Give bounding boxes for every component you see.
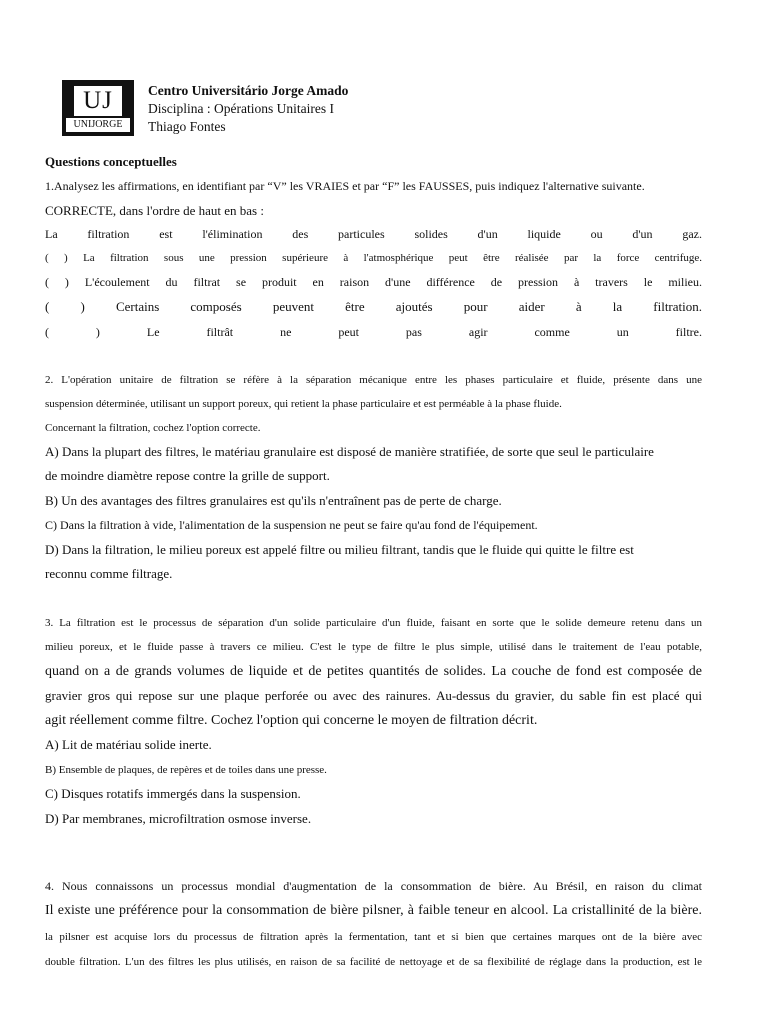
q4-line-1: 4. Nous connaissons un processus mondial d'augmentation de la consommation de bière. Au Brésil, en raison du climat xyxy=(45,879,702,893)
q2-option-d: D) Dans la filtration, le milieu poreux est appelé filtre ou milieu filtrant, tandis que le fluide qui quitte le filtre est xyxy=(45,541,634,557)
q1-statement-3: ( ) L'écoulement du filtrat se produit en raison d'une différence de pression à travers le milieu. xyxy=(45,274,702,289)
q2-option-a-cont: de moindre diamètre repose contre la grille de support. xyxy=(45,468,330,483)
q1-line-2: CORRECTE, dans l'ordre de haut en bas : xyxy=(45,202,264,218)
q3-line-2: milieu poreux, et le fluide passe à travers ce milieu. C'est le type de filtre le plus simple, utilisé dans le traitement de l'eau potable, xyxy=(45,641,702,653)
q4-line-4: double filtration. L'un des filtres les plus utilisés, en raison de sa facilité de nettoyage et de sa flexibilité de réglage dans la production, est le xyxy=(45,955,702,968)
q3-line-4: gravier gros qui repose sur une plaque perforée ou avec des rainures. Au-dessus du gravier, du sable fin est placé qui xyxy=(45,688,702,703)
document-body xyxy=(45,152,702,974)
q3-option-b: B) Ensemble de plaques, de repères et de toiles dans une presse. xyxy=(45,763,327,776)
q3-line-3: quand on a de grands volumes de liquide et de petites quantités de solides. La couche de fond est composée de xyxy=(45,663,702,679)
question-4 xyxy=(45,873,702,974)
q4-line-2: Il existe une préférence pour la consommation de bière pilsner, à faible teneur en alcool. La cristallinité de la bière. xyxy=(45,903,702,918)
q2-option-b: B) Un des avantages des filtres granulaires est qu'ils n'entraînent pas de perte de charge. xyxy=(45,492,502,508)
q3-line-5: agit réellement comme filtre. Cochez l'option qui concerne le moyen de filtration décrit. xyxy=(45,712,538,728)
institution-name: Centro Universitário Jorge Amado xyxy=(148,83,349,98)
q2-line-2: suspension déterminée, utilisant un support poreux, qui retient la phase particulaire et est perméable à la phase fluide. xyxy=(45,398,562,410)
logo-mark: UJ xyxy=(74,86,122,116)
q2-option-d-cont: reconnu comme filtrage. xyxy=(45,566,173,581)
discipline-name: Disciplina : Opérations Unitaires I xyxy=(148,101,334,116)
q3-option-a: A) Lit de matériau solide inerte. xyxy=(45,737,212,752)
question-1 xyxy=(45,174,702,344)
q3-option-c: C) Disques rotatifs immergés dans la suspension. xyxy=(45,786,301,801)
author-name: Thiago Fontes xyxy=(148,119,226,134)
q2-line-3: Concernant la filtration, cochez l'option correcte. xyxy=(45,421,261,434)
document-header xyxy=(148,82,348,136)
unijorge-logo xyxy=(62,80,134,136)
q1-statement-1: La filtration est l'élimination des particules solides d'un liquide ou d'un gaz. xyxy=(45,226,702,241)
q1-line-1: 1.Analysez les affirmations, en identifiant par “V” les VRAIES et par “F” les FAUSSES, puis indiquez l'alternative suivante. xyxy=(45,179,645,193)
q3-line-1: 3. La filtration est le processus de séparation d'un solide particulaire d'un fluide, faisant en sorte que le solide demeure retenu dans un xyxy=(45,616,702,629)
q4-line-3: la pilsner est acquise lors du processus de filtration après la fermentation, tant et si bien que certaines marques ont de la bière avec xyxy=(45,930,702,943)
logo-name: UNIJORGE xyxy=(66,118,130,132)
q3-option-d: D) Par membranes, microfiltration osmose inverse. xyxy=(45,810,312,826)
question-2 xyxy=(45,368,702,587)
q1-statement-2: ( ) La filtration sous une pression supérieure à l'atmosphérique peut être réalisée par la force centrifuge. xyxy=(45,251,702,264)
q2-line-1: 2. L'opération unitaire de filtration se réfère à la séparation mécanique entre les phases particulaire et fluide, présente dans une xyxy=(45,373,702,386)
section-title: Questions conceptuelles xyxy=(45,154,177,169)
q2-option-a: A) Dans la plupart des filtres, le matériau granulaire est disposé de manière stratifiée, de sorte que seul le particulaire xyxy=(45,443,654,459)
q1-statement-4: ( ) Certains composés peuvent être ajoutés pour aider à la filtration. xyxy=(45,298,702,314)
q2-option-c: C) Dans la filtration à vide, l'alimentation de la suspension ne peut se faire qu'au fond de l'équipement. xyxy=(45,518,538,532)
q1-statement-5: ( ) Le filtrât ne peut pas agir comme un filtre. xyxy=(45,324,702,339)
question-3 xyxy=(45,611,702,832)
